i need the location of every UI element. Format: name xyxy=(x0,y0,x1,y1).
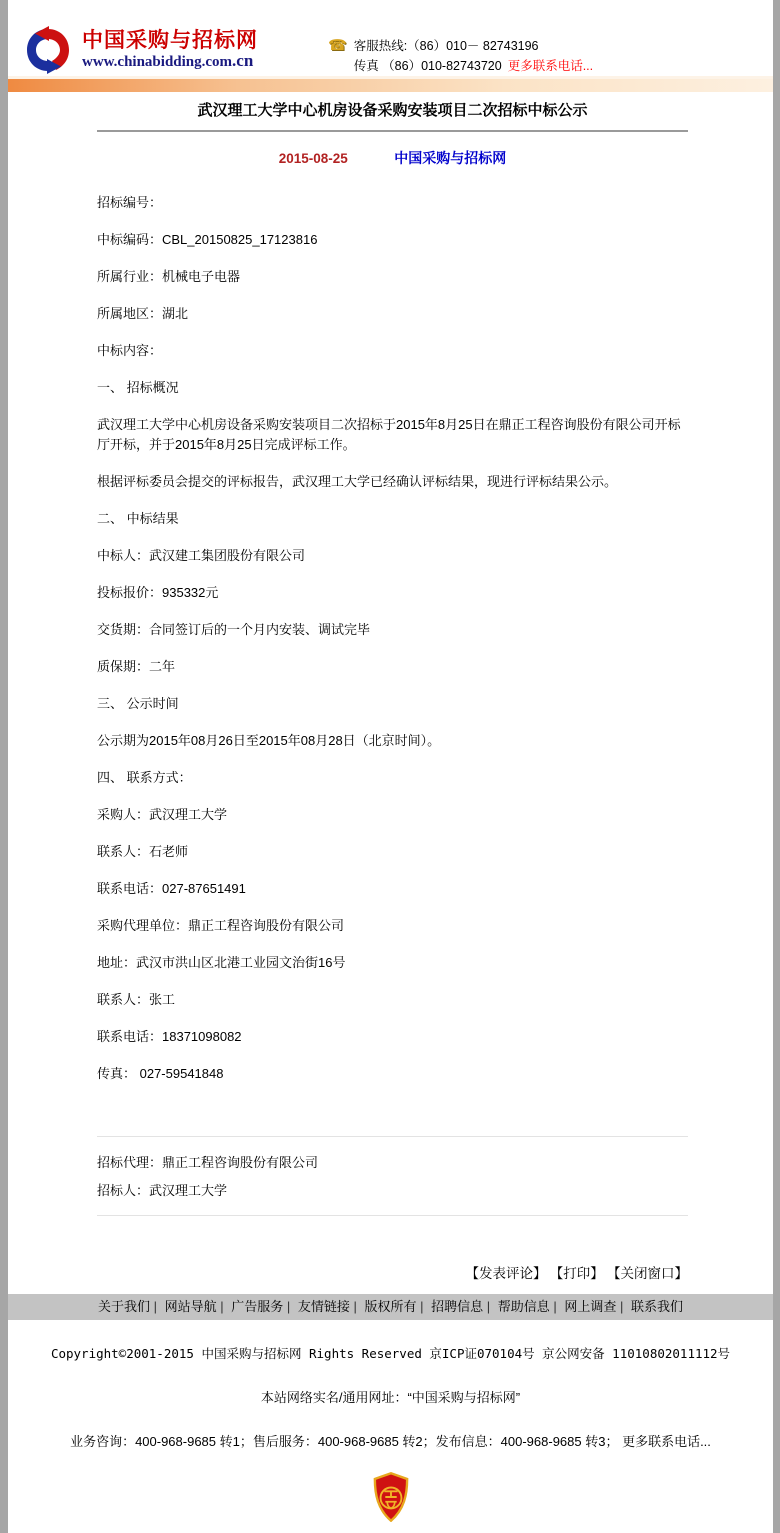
title-rule xyxy=(97,130,688,132)
article-paragraph: 联系电话：027-87651491 xyxy=(97,881,246,896)
footer-nav xyxy=(8,1294,773,1320)
footer-nav-item[interactable]: 版权所有 | xyxy=(362,1299,429,1314)
article-paragraph: 联系人：张工 xyxy=(97,992,176,1007)
article xyxy=(8,92,773,1282)
footer-nav-item[interactable]: 广告服务 | xyxy=(229,1299,296,1314)
footer-nav-item[interactable]: 联系我们 xyxy=(630,1299,683,1314)
footer-nav-item[interactable]: 关于我们 | xyxy=(96,1299,163,1314)
action-link[interactable]: 【打印】 xyxy=(556,1266,604,1281)
logo-text xyxy=(82,29,258,71)
footer-nav-item[interactable]: 帮助信息 | xyxy=(496,1299,563,1314)
footer-nav-item[interactable]: 网站导航 | xyxy=(163,1299,230,1314)
article-paragraph: 中标内容： xyxy=(97,343,163,358)
article-paragraph: 根据评标委员会提交的评标报告，武汉理工大学已经确认评标结果，现进行评标结果公示。 xyxy=(97,474,618,489)
article-paragraph: 一、 招标概况 xyxy=(97,380,179,395)
article-paragraph: 武汉理工大学中心机房设备采购安装项目二次招标于2015年8月25日在鼎正工程咨询股份有限公司开标厅开标，并于2015年8月25日完成评标工作。 xyxy=(97,417,681,452)
article-paragraph: 所属地区：湖北 xyxy=(97,306,189,321)
fax-row xyxy=(328,56,593,76)
footer-nav-item[interactable]: 招聘信息 | xyxy=(429,1299,496,1314)
article-paragraph: 公示期为2015年08月26日至2015年08月28日（北京时间）。 xyxy=(97,733,441,748)
copyright-line: Copyright©2001-2015 中国采购与招标网 Rights Reserved 京ICP证070104号 京公网安备 11010802011112号 xyxy=(50,1346,731,1361)
site-name: 中国采购与招标网 xyxy=(82,29,258,52)
page xyxy=(8,0,773,1533)
article-paragraph: 地址：武汉市洪山区北港工业园文治街16号 xyxy=(97,955,346,970)
hotline-text: 客服热线:（86）010－ 82743196 xyxy=(353,39,539,53)
publish-date: 2015-08-25 xyxy=(278,151,348,166)
article-paragraph: 采购人：武汉理工大学 xyxy=(97,807,228,822)
article-paragraph: 采购代理单位：鼎正工程咨询股份有限公司 xyxy=(97,918,345,933)
article-body xyxy=(97,193,688,1084)
article-paragraph: 投标报价：935332元 xyxy=(97,585,219,600)
more-contacts-link[interactable]: 更多联系电话... xyxy=(507,59,594,73)
page-title: 武汉理工大学中心机房设备采购安装项目二次招标中标公示 xyxy=(197,102,588,119)
article-paragraph: 中标编码：CBL_20150825_17123816 xyxy=(97,232,318,247)
article-paragraph: 招标编号： xyxy=(97,195,163,210)
article-actions xyxy=(97,1262,688,1282)
agency-block xyxy=(97,1136,688,1216)
article-paragraph: 四、 联系方式： xyxy=(97,770,192,785)
article-paragraph: 传真： 027-59541848 xyxy=(97,1066,224,1081)
article-paragraph: 联系电话：18371098082 xyxy=(97,1029,242,1044)
date-row xyxy=(97,148,688,168)
site-header xyxy=(8,0,773,76)
agency-rule-bottom xyxy=(97,1215,688,1216)
article-paragraph: 中标人：武汉建工集团股份有限公司 xyxy=(97,548,306,563)
logo-swirl-icon xyxy=(22,26,74,74)
article-paragraph: 二、 中标结果 xyxy=(97,511,179,526)
action-link[interactable]: 【关闭窗口】 xyxy=(613,1266,688,1281)
article-paragraph: 联系人：石老师 xyxy=(97,844,189,859)
header-contact-block xyxy=(328,36,593,76)
agency-line: 招标代理：鼎正工程咨询股份有限公司 xyxy=(97,1155,319,1170)
site-url-main: www.chinabidding.com xyxy=(82,54,233,70)
article-paragraph: 质保期：二年 xyxy=(97,659,176,674)
agency-line: 招标人：武汉理工大学 xyxy=(97,1183,228,1198)
footer-nav-item[interactable]: 友情链接 | xyxy=(296,1299,363,1314)
service-contact-line: 业务咨询：400-968-9685 转1；售后服务：400-968-9685 转2；发布信息：400-968-9685 转3； 更多联系电话... xyxy=(70,1434,711,1449)
phone-icon: ☎ xyxy=(328,37,347,54)
article-paragraph: 三、 公示时间 xyxy=(97,696,179,711)
action-link[interactable]: 【发表评论】 xyxy=(465,1266,547,1281)
agency-lines xyxy=(97,1137,688,1215)
site-url xyxy=(82,52,258,71)
article-paragraph: 所属行业：机械电子电器 xyxy=(97,269,241,284)
header-divider-band xyxy=(8,76,773,92)
industry-commerce-badge-icon[interactable] xyxy=(372,1472,410,1522)
site-logo[interactable] xyxy=(22,26,258,74)
site-url-tld: .cn xyxy=(232,51,254,70)
footer-nav-item[interactable]: 网上调查 | xyxy=(562,1299,629,1314)
fax-text: 传真 （86）010-82743720 xyxy=(353,59,502,73)
hotline-row xyxy=(328,36,593,56)
badge-wrap xyxy=(8,1472,773,1533)
site-realname-line: 本站网络实名/通用网址：“中国采购与招标网” xyxy=(260,1390,521,1405)
article-paragraph: 交货期：合同签订后的一个月内安装、调试完毕 xyxy=(97,622,371,637)
source-link[interactable]: 中国采购与招标网 xyxy=(394,150,507,166)
